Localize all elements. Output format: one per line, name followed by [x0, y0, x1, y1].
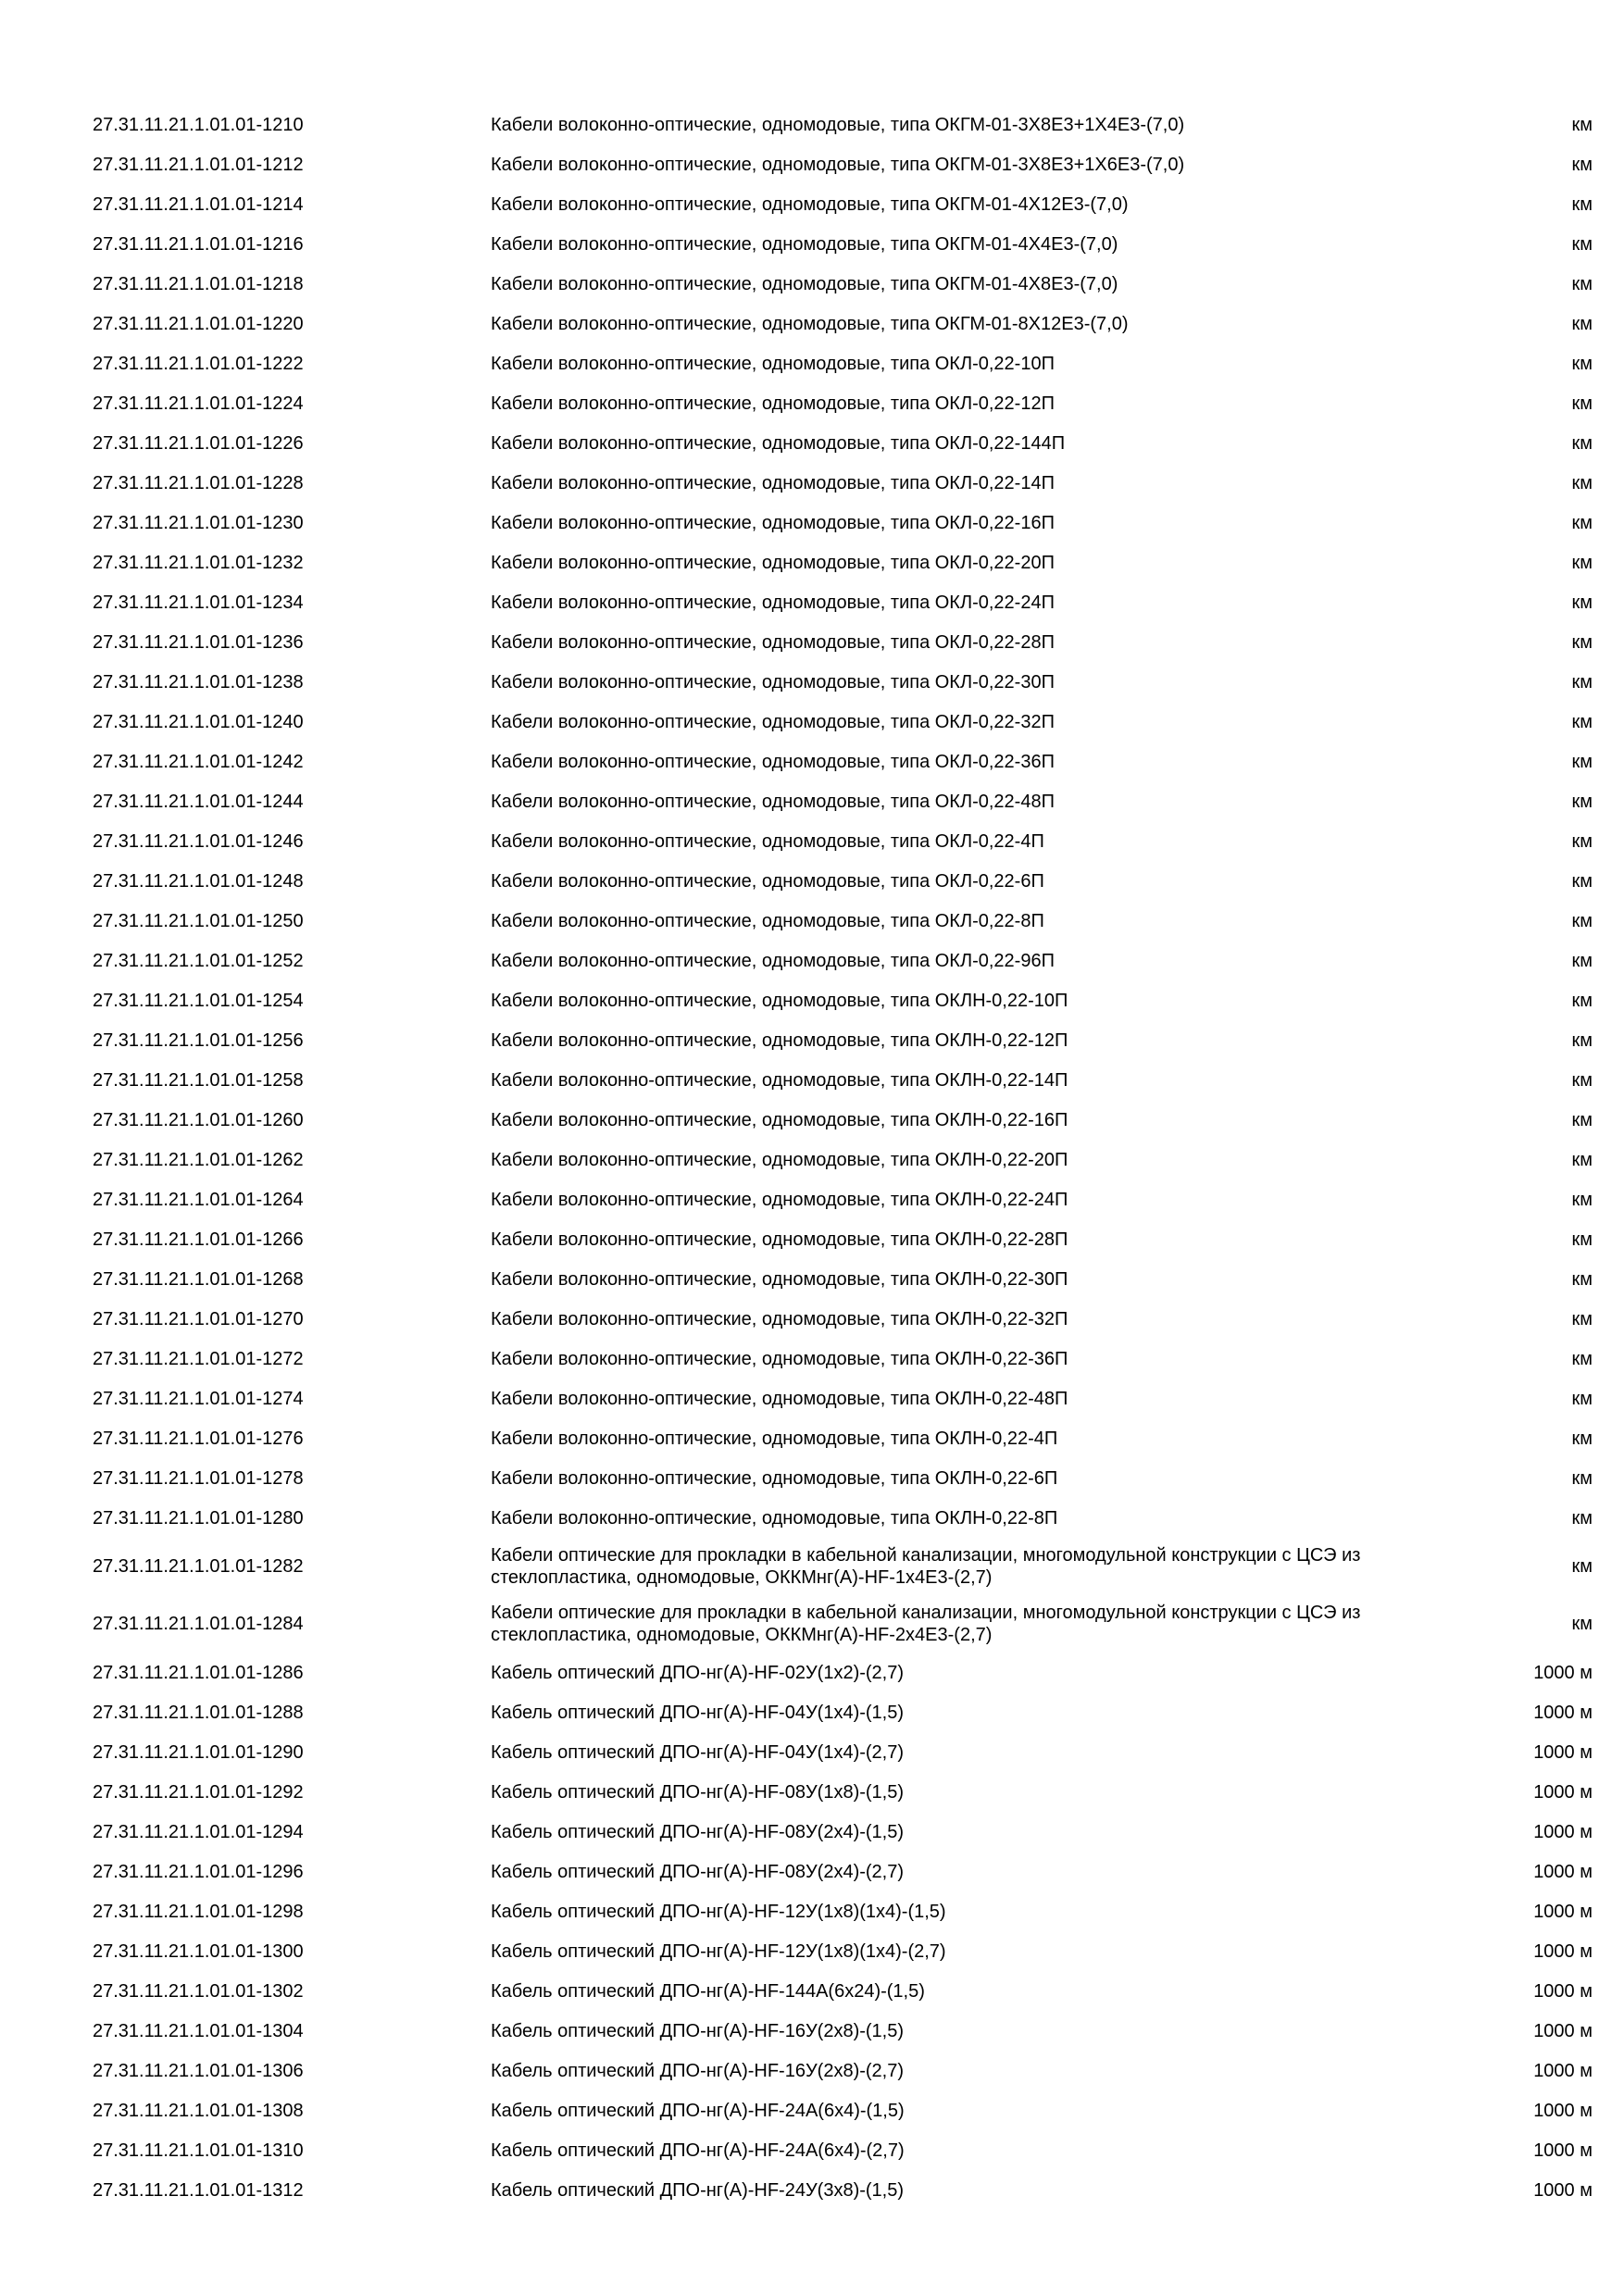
item-name: Кабели волоконно-оптические, одномодовые, типа ОКЛ-0,22-96П: [491, 950, 1055, 971]
item-unit: км: [1571, 233, 1593, 255]
item-unit: км: [1571, 1069, 1593, 1091]
item-code: 27.31.11.21.1.01.01-1228: [93, 472, 304, 493]
item-code: 27.31.11.21.1.01.01-1276: [93, 1428, 304, 1449]
item-code: 27.31.11.21.1.01.01-1234: [93, 592, 304, 613]
item-name: Кабели волоконно-оптические, одномодовые, типа ОКЛН-0,22-16П: [491, 1109, 1068, 1130]
item-unit: км: [1571, 1109, 1593, 1130]
table-row: [93, 224, 1593, 264]
item-code: 27.31.11.21.1.01.01-1260: [93, 1109, 304, 1130]
item-name: Кабели волоконно-оптические, одномодовые, типа ОКЛ-0,22-20П: [491, 552, 1055, 573]
item-code: 27.31.11.21.1.01.01-1296: [93, 1861, 304, 1882]
item-unit: км: [1571, 353, 1593, 374]
item-name: Кабели волоконно-оптические, одномодовые, типа ОКЛ-0,22-28П: [491, 631, 1055, 653]
item-name: Кабели волоконно-оптические, одномодовые, типа ОКГМ-01-4Х8Е3-(7,0): [491, 273, 1118, 294]
item-code: 27.31.11.21.1.01.01-1272: [93, 1348, 304, 1369]
table-row: [93, 1498, 1593, 1538]
item-unit: км: [1571, 552, 1593, 573]
item-unit: км: [1571, 1467, 1593, 1489]
table-row: [93, 1418, 1593, 1458]
item-name: Кабель оптический ДПО-нг(А)-HF-16У(2х8)-(2,7): [491, 2060, 905, 2081]
table-row: [93, 1971, 1593, 2011]
table-row: [93, 781, 1593, 821]
item-name: Кабели волоконно-оптические, одномодовые, типа ОКЛ-0,22-4П: [491, 830, 1044, 852]
table-row: [93, 1100, 1593, 1140]
item-unit: км: [1571, 114, 1593, 135]
item-name: Кабель оптический ДПО-нг(А)-HF-16У(2х8)-(1,5): [491, 2020, 905, 2041]
item-unit: км: [1571, 592, 1593, 613]
table-row: [93, 503, 1593, 543]
item-code: 27.31.11.21.1.01.01-1298: [93, 1901, 304, 1922]
item-code: 27.31.11.21.1.01.01-1250: [93, 910, 304, 931]
item-name: Кабели волоконно-оптические, одномодовые, типа ОКГМ-01-3Х8Е3+1Х4Е3-(7,0): [491, 114, 1185, 135]
table-row: [93, 821, 1593, 861]
item-name: Кабель оптический ДПО-нг(А)-HF-08У(2х4)-(1,5): [491, 1821, 905, 1842]
item-name: Кабель оптический ДПО-нг(А)-HF-04У(1х4)-(2,7): [491, 1741, 905, 1763]
item-name: Кабели волоконно-оптические, одномодовые, типа ОКЛ-0,22-144П: [491, 432, 1066, 454]
table-row: [93, 1219, 1593, 1259]
table-row: [93, 861, 1593, 901]
item-code: 27.31.11.21.1.01.01-1304: [93, 2020, 304, 2041]
item-code: 27.31.11.21.1.01.01-1278: [93, 1467, 304, 1489]
table-row: [93, 264, 1593, 304]
item-code: 27.31.11.21.1.01.01-1310: [93, 2140, 304, 2161]
item-code: 27.31.11.21.1.01.01-1280: [93, 1507, 304, 1529]
item-name: Кабели волоконно-оптические, одномодовые, типа ОКЛН-0,22-28П: [491, 1229, 1068, 1250]
table-row: [93, 1732, 1593, 1772]
table-row: [93, 941, 1593, 980]
item-code: 27.31.11.21.1.01.01-1236: [93, 631, 304, 653]
table-row: [93, 2051, 1593, 2090]
item-unit: км: [1571, 751, 1593, 772]
item-unit: км: [1571, 1348, 1593, 1369]
table-row: [93, 582, 1593, 622]
item-unit: км: [1571, 950, 1593, 971]
item-name: Кабели волоконно-оптические, одномодовые, типа ОКЛН-0,22-10П: [491, 990, 1068, 1011]
item-unit: 1000 м: [1533, 1980, 1593, 2002]
table-row: [93, 662, 1593, 702]
item-unit: 1000 м: [1533, 2179, 1593, 2201]
item-code: 27.31.11.21.1.01.01-1262: [93, 1149, 304, 1170]
item-name: Кабель оптический ДПО-нг(А)-HF-24У(3х8)-(1,5): [491, 2179, 905, 2201]
item-code: 27.31.11.21.1.01.01-1246: [93, 830, 304, 852]
table-row: [93, 1339, 1593, 1379]
item-unit: км: [1571, 1029, 1593, 1051]
item-unit: км: [1571, 711, 1593, 732]
item-code: 27.31.11.21.1.01.01-1214: [93, 193, 304, 215]
item-unit: 1000 м: [1533, 1781, 1593, 1803]
table-row: [93, 383, 1593, 423]
item-name: Кабели волоконно-оптические, одномодовые, типа ОКЛ-0,22-6П: [491, 870, 1044, 892]
item-unit: км: [1571, 671, 1593, 693]
item-code: 27.31.11.21.1.01.01-1242: [93, 751, 304, 772]
item-code: 27.31.11.21.1.01.01-1290: [93, 1741, 304, 1763]
item-code: 27.31.11.21.1.01.01-1266: [93, 1229, 304, 1250]
item-code: 27.31.11.21.1.01.01-1268: [93, 1268, 304, 1290]
table-row: [93, 1812, 1593, 1852]
item-unit: км: [1571, 154, 1593, 175]
item-name: Кабели волоконно-оптические, одномодовые, типа ОКЛН-0,22-20П: [491, 1149, 1068, 1170]
table-row: [93, 543, 1593, 582]
item-unit: км: [1571, 1428, 1593, 1449]
item-code: 27.31.11.21.1.01.01-1274: [93, 1388, 304, 1409]
item-code: 27.31.11.21.1.01.01-1216: [93, 233, 304, 255]
item-unit: 1000 м: [1533, 1861, 1593, 1882]
item-unit: км: [1571, 432, 1593, 454]
table-row: [93, 1299, 1593, 1339]
item-name: Кабели волоконно-оптические, одномодовые, типа ОКГМ-01-8Х12Е3-(7,0): [491, 313, 1129, 334]
item-unit: 1000 м: [1533, 2140, 1593, 2161]
item-code: 27.31.11.21.1.01.01-1270: [93, 1308, 304, 1329]
item-name: Кабели волоконно-оптические, одномодовые, типа ОКЛ-0,22-36П: [491, 751, 1055, 772]
item-code: 27.31.11.21.1.01.01-1248: [93, 870, 304, 892]
table-row: [93, 901, 1593, 941]
item-name: Кабели волоконно-оптические, одномодовые, типа ОКЛН-0,22-6П: [491, 1467, 1058, 1489]
item-unit: км: [1571, 472, 1593, 493]
item-name: Кабели волоконно-оптические, одномодовые, типа ОКЛ-0,22-48П: [491, 791, 1055, 812]
item-unit: 1000 м: [1533, 2100, 1593, 2121]
table-row: [93, 1653, 1593, 1692]
item-name: Кабели волоконно-оптические, одномодовые, типа ОКГМ-01-3Х8Е3+1Х6Е3-(7,0): [491, 154, 1185, 175]
table-row: [93, 2130, 1593, 2170]
item-name: Кабели волоконно-оптические, одномодовые, типа ОКЛН-0,22-8П: [491, 1507, 1058, 1529]
item-unit: км: [1571, 990, 1593, 1011]
item-unit: км: [1571, 1556, 1593, 1577]
item-name: Кабели волоконно-оптические, одномодовые, типа ОКЛ-0,22-14П: [491, 472, 1055, 493]
item-unit: км: [1571, 910, 1593, 931]
table-row: [93, 463, 1593, 503]
table-row: [93, 1931, 1593, 1971]
item-code: 27.31.11.21.1.01.01-1284: [93, 1614, 304, 1634]
item-unit: км: [1571, 791, 1593, 812]
item-unit: 1000 м: [1533, 1901, 1593, 1922]
item-name: Кабель оптический ДПО-нг(А)-HF-12У(1х8)(1х4)-(1,5): [491, 1901, 946, 1922]
table-row: [93, 622, 1593, 662]
item-code: 27.31.11.21.1.01.01-1256: [93, 1029, 304, 1051]
item-unit: км: [1571, 870, 1593, 892]
item-name: Кабель оптический ДПО-нг(А)-HF-04У(1х4)-(1,5): [491, 1702, 905, 1723]
item-unit: км: [1571, 273, 1593, 294]
table-row: [93, 343, 1593, 383]
item-code: 27.31.11.21.1.01.01-1282: [93, 1556, 304, 1577]
item-unit: км: [1571, 631, 1593, 653]
item-name: Кабели волоконно-оптические, одномодовые, типа ОКЛ-0,22-32П: [491, 711, 1055, 732]
item-name: Кабель оптический ДПО-нг(А)-HF-08У(1х8)-(1,5): [491, 1781, 905, 1803]
item-name: Кабель оптический ДПО-нг(А)-HF-144А(6х24)-(1,5): [491, 1980, 925, 2002]
item-unit: км: [1571, 1388, 1593, 1409]
item-unit: км: [1571, 512, 1593, 533]
item-unit: км: [1571, 830, 1593, 852]
item-code: 27.31.11.21.1.01.01-1308: [93, 2100, 304, 2121]
item-name: Кабели волоконно-оптические, одномодовые, типа ОКЛН-0,22-24П: [491, 1189, 1068, 1210]
item-unit: 1000 м: [1533, 1741, 1593, 1763]
item-unit: км: [1571, 313, 1593, 334]
table-row: [93, 2011, 1593, 2051]
item-code: 27.31.11.21.1.01.01-1238: [93, 671, 304, 693]
table-row: [93, 1379, 1593, 1418]
item-name: Кабели волоконно-оптические, одномодовые, типа ОКЛ-0,22-30П: [491, 671, 1055, 693]
item-unit: 1000 м: [1533, 2060, 1593, 2081]
item-name: Кабели волоконно-оптические, одномодовые, типа ОКЛН-0,22-30П: [491, 1268, 1068, 1290]
table-row: [93, 2170, 1593, 2210]
item-code: 27.31.11.21.1.01.01-1254: [93, 990, 304, 1011]
item-name: Кабели оптические для прокладки в кабельной канализации, многомодульной конструкции с ЦСЭ из стеклопластика, одномодовые, ОККМнг(А)-HF-2х4Е3-(2,7): [491, 1603, 1361, 1645]
table-row: [93, 1179, 1593, 1219]
table-row: [93, 105, 1593, 144]
item-unit: км: [1571, 1268, 1593, 1290]
table-row: [93, 423, 1593, 463]
item-code: 27.31.11.21.1.01.01-1226: [93, 432, 304, 454]
item-code: 27.31.11.21.1.01.01-1232: [93, 552, 304, 573]
item-name: Кабели волоконно-оптические, одномодовые, типа ОКЛ-0,22-16П: [491, 512, 1055, 533]
item-name: Кабель оптический ДПО-нг(А)-HF-08У(2х4)-(2,7): [491, 1861, 905, 1882]
item-name: Кабели волоконно-оптические, одномодовые, типа ОКЛ-0,22-24П: [491, 592, 1055, 613]
item-name: Кабели волоконно-оптические, одномодовые, типа ОКЛН-0,22-14П: [491, 1069, 1068, 1091]
item-code: 27.31.11.21.1.01.01-1220: [93, 313, 304, 334]
item-unit: км: [1571, 393, 1593, 414]
item-code: 27.31.11.21.1.01.01-1222: [93, 353, 304, 374]
table-row: [93, 184, 1593, 224]
catalog-table: [93, 105, 1593, 2210]
table-row: [93, 980, 1593, 1020]
table-row: [93, 144, 1593, 184]
item-unit: км: [1571, 1614, 1593, 1634]
item-name: Кабель оптический ДПО-нг(А)-HF-24А(6х4)-(1,5): [491, 2100, 905, 2121]
item-code: 27.31.11.21.1.01.01-1224: [93, 393, 304, 414]
item-name: Кабель оптический ДПО-нг(А)-HF-12У(1х8)(1х4)-(2,7): [491, 1940, 946, 1962]
item-name: Кабели волоконно-оптические, одномодовые, типа ОКЛН-0,22-32П: [491, 1308, 1068, 1329]
item-code: 27.31.11.21.1.01.01-1230: [93, 512, 304, 533]
table-row: [93, 702, 1593, 742]
item-code: 27.31.11.21.1.01.01-1252: [93, 950, 304, 971]
item-name: Кабели волоконно-оптические, одномодовые, типа ОКГМ-01-4Х4Е3-(7,0): [491, 233, 1118, 255]
item-unit: 1000 м: [1533, 1940, 1593, 1962]
table-row: [93, 304, 1593, 343]
table-row: [93, 1140, 1593, 1179]
table-row: [93, 1538, 1593, 1595]
item-unit: 1000 м: [1533, 2020, 1593, 2041]
item-code: 27.31.11.21.1.01.01-1218: [93, 273, 304, 294]
item-name: Кабели оптические для прокладки в кабельной канализации, многомодульной конструкции с ЦСЭ из стеклопластика, одномодовые, ОККМнг(А)-HF-1х4Е3-(2,7): [491, 1545, 1361, 1588]
item-code: 27.31.11.21.1.01.01-1286: [93, 1662, 304, 1683]
table-row: [93, 742, 1593, 781]
table-row: [93, 2090, 1593, 2130]
item-unit: км: [1571, 1308, 1593, 1329]
table-row: [93, 1259, 1593, 1299]
item-name: Кабели волоконно-оптические, одномодовые, типа ОКЛ-0,22-10П: [491, 353, 1055, 374]
item-code: 27.31.11.21.1.01.01-1288: [93, 1702, 304, 1723]
item-code: 27.31.11.21.1.01.01-1264: [93, 1189, 304, 1210]
table-row: [93, 1692, 1593, 1732]
catalog-rows: [93, 105, 1593, 2210]
item-code: 27.31.11.21.1.01.01-1258: [93, 1069, 304, 1091]
item-code: 27.31.11.21.1.01.01-1312: [93, 2179, 304, 2201]
item-code: 27.31.11.21.1.01.01-1306: [93, 2060, 304, 2081]
item-unit: км: [1571, 1229, 1593, 1250]
table-row: [93, 1852, 1593, 1891]
table-row: [93, 1595, 1593, 1653]
item-name: Кабели волоконно-оптические, одномодовые, типа ОКЛН-0,22-48П: [491, 1388, 1068, 1409]
item-unit: 1000 м: [1533, 1662, 1593, 1683]
item-code: 27.31.11.21.1.01.01-1294: [93, 1821, 304, 1842]
item-unit: 1000 м: [1533, 1702, 1593, 1723]
item-unit: 1000 м: [1533, 1821, 1593, 1842]
table-row: [93, 1772, 1593, 1812]
item-name: Кабели волоконно-оптические, одномодовые, типа ОКЛН-0,22-12П: [491, 1029, 1068, 1051]
item-name: Кабели волоконно-оптические, одномодовые, типа ОКЛН-0,22-36П: [491, 1348, 1068, 1369]
item-unit: км: [1571, 1507, 1593, 1529]
item-unit: км: [1571, 1149, 1593, 1170]
table-row: [93, 1020, 1593, 1060]
item-name: Кабели волоконно-оптические, одномодовые, типа ОКЛ-0,22-8П: [491, 910, 1044, 931]
item-code: 27.31.11.21.1.01.01-1244: [93, 791, 304, 812]
table-row: [93, 1458, 1593, 1498]
item-code: 27.31.11.21.1.01.01-1302: [93, 1980, 304, 2002]
item-code: 27.31.11.21.1.01.01-1300: [93, 1940, 304, 1962]
item-name: Кабели волоконно-оптические, одномодовые, типа ОКЛН-0,22-4П: [491, 1428, 1058, 1449]
item-code: 27.31.11.21.1.01.01-1240: [93, 711, 304, 732]
item-code: 27.31.11.21.1.01.01-1210: [93, 114, 304, 135]
item-unit: км: [1571, 193, 1593, 215]
item-code: 27.31.11.21.1.01.01-1212: [93, 154, 304, 175]
item-name: Кабели волоконно-оптические, одномодовые, типа ОКГМ-01-4Х12Е3-(7,0): [491, 193, 1129, 215]
item-unit: км: [1571, 1189, 1593, 1210]
item-name: Кабели волоконно-оптические, одномодовые, типа ОКЛ-0,22-12П: [491, 393, 1055, 414]
table-row: [93, 1891, 1593, 1931]
table-row: [93, 1060, 1593, 1100]
item-name: Кабель оптический ДПО-нг(А)-HF-02У(1х2)-(2,7): [491, 1662, 905, 1683]
item-code: 27.31.11.21.1.01.01-1292: [93, 1781, 304, 1803]
item-name: Кабель оптический ДПО-нг(А)-HF-24А(6х4)-(2,7): [491, 2140, 905, 2161]
